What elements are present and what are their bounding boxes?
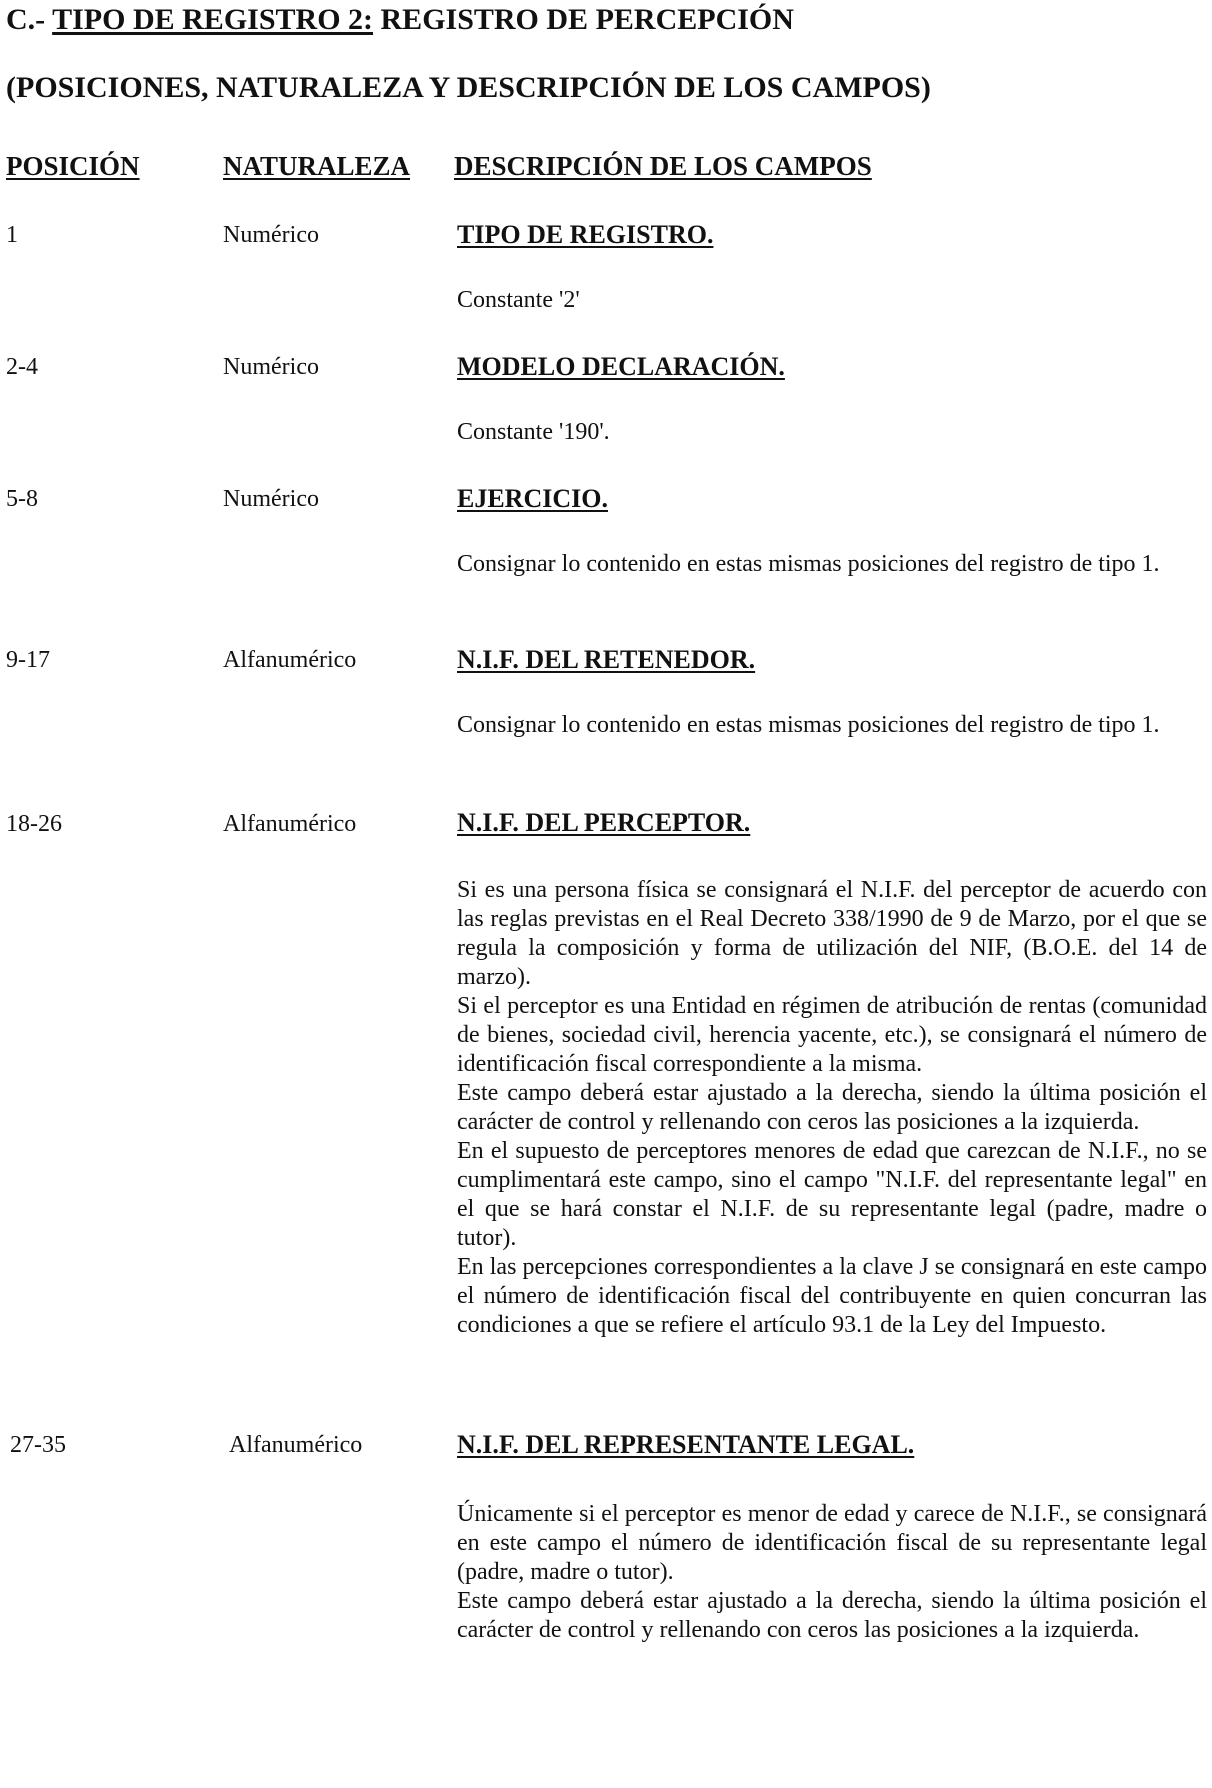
row-position: 5-8 xyxy=(6,486,38,512)
row-nature: Alfanumérico xyxy=(229,1432,363,1458)
row-nature: Alfanumérico xyxy=(223,647,357,673)
document-title xyxy=(6,2,794,38)
field-title: N.I.F. DEL REPRESENTANTE LEGAL. xyxy=(457,1430,915,1459)
field-description xyxy=(457,418,1207,447)
column-header-nature: NATURALEZA xyxy=(223,151,411,181)
row-position: 2-4 xyxy=(6,354,38,380)
field-title: MODELO DECLARACIÓN. xyxy=(457,352,785,381)
title-prefix: C.- xyxy=(6,3,53,36)
field-description xyxy=(457,286,1207,315)
document-subtitle: (POSICIONES, NATURALEZA Y DESCRIPCIÓN DE LOS CAMPOS) xyxy=(6,71,931,104)
title-suffix: REGISTRO DE PERCEPCIÓN xyxy=(373,3,794,36)
field-description xyxy=(457,1500,1207,1645)
field-title: N.I.F. DEL PERCEPTOR. xyxy=(457,808,751,837)
row-nature: Alfanumérico xyxy=(223,811,357,837)
column-header-description: DESCRIPCIÓN DE LOS CAMPOS xyxy=(454,151,872,181)
row-nature: Numérico xyxy=(223,354,319,380)
field-description xyxy=(457,711,1207,740)
description-paragraph: En las percepciones correspondientes a la clave J se consignará en este campo el número de identificación fiscal del contribuyente en quien concurran las condiciones a que se refiere el artículo 93.1 de la Ley del Impuesto. xyxy=(457,1254,1207,1338)
field-title: N.I.F. DEL RETENEDOR. xyxy=(457,645,756,674)
description-paragraph: Constante '190'. xyxy=(457,419,610,445)
column-header-position: POSICIÓN xyxy=(6,151,140,181)
row-nature: Numérico xyxy=(223,486,319,512)
row-position: 18-26 xyxy=(6,811,62,837)
description-paragraph: Este campo deberá estar ajustado a la derecha, siendo la última posición el carácter de control y rellenando con ceros las posiciones a la izquierda. xyxy=(457,1080,1207,1135)
description-paragraph: Constante '2' xyxy=(457,287,580,313)
description-paragraph: Si es una persona física se consignará el N.I.F. del perceptor de acuerdo con las reglas previstas en el Real Decreto 338/1990 de 9 de Marzo, por el que se regula la composición y forma de utilización del NIF, (B.O.E. del 14 de marzo). xyxy=(457,877,1207,990)
field-description xyxy=(457,876,1207,1340)
row-nature: Numérico xyxy=(223,222,319,248)
description-paragraph: Este campo deberá estar ajustado a la derecha, siendo la última posición el carácter de control y rellenando con ceros las posiciones a la izquierda. xyxy=(457,1588,1207,1643)
row-position: 27-35 xyxy=(10,1432,66,1458)
description-paragraph: Consignar lo contenido en estas mismas posiciones del registro de tipo 1. xyxy=(457,551,1160,577)
title-record-type: TIPO DE REGISTRO 2: xyxy=(52,3,374,36)
field-title: EJERCICIO. xyxy=(457,484,608,513)
description-paragraph: Únicamente si el perceptor es menor de edad y carece de N.I.F., se consignará en este campo el número de identificación fiscal de su representante legal (padre, madre o tutor). xyxy=(457,1501,1207,1585)
description-paragraph: Si el perceptor es una Entidad en régimen de atribución de rentas (comunidad de bienes, sociedad civil, herencia yacente, etc.), se consignará el número de identificación fiscal correspondiente a la misma. xyxy=(457,993,1207,1077)
description-paragraph: Consignar lo contenido en estas mismas posiciones del registro de tipo 1. xyxy=(457,712,1160,738)
field-title: TIPO DE REGISTRO. xyxy=(457,220,714,249)
field-description xyxy=(457,550,1207,579)
row-position: 9-17 xyxy=(6,647,50,673)
description-paragraph: En el supuesto de perceptores menores de edad que carezcan de N.I.F., no se cumplimentará este campo, sino el campo "N.I.F. del representante legal" en el que se hará constar el N.I.F. de su representante legal (padre, madre o tutor). xyxy=(457,1138,1207,1251)
row-position: 1 xyxy=(6,222,18,248)
